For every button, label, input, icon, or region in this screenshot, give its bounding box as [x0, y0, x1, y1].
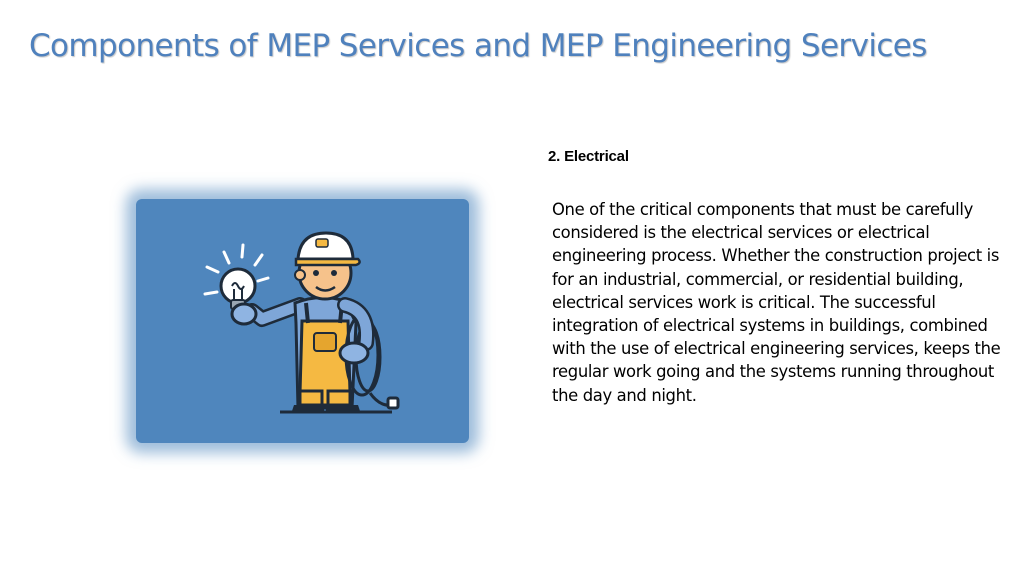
light-bulb-icon	[221, 269, 255, 309]
body-paragraph: One of the critical components that must be carefully considered is the electrical services or electrical engineering process. Whether the construction project is for an industrial, commercial, or residential building, electrical services work is critical. The successful integration of electrical systems in buildings, combined with the use of electrical engineering services, keeps the regular work going and the systems running throughout the day and night.	[552, 200, 1001, 405]
section-heading: 2. Electrical	[548, 148, 629, 165]
cap-icon	[296, 233, 360, 265]
slide-title: Components of MEP Services and MEP Engineering Services	[29, 28, 927, 64]
electrician-illustration	[130, 193, 475, 449]
left-arm	[232, 304, 300, 324]
electrician-drawing	[130, 193, 475, 449]
